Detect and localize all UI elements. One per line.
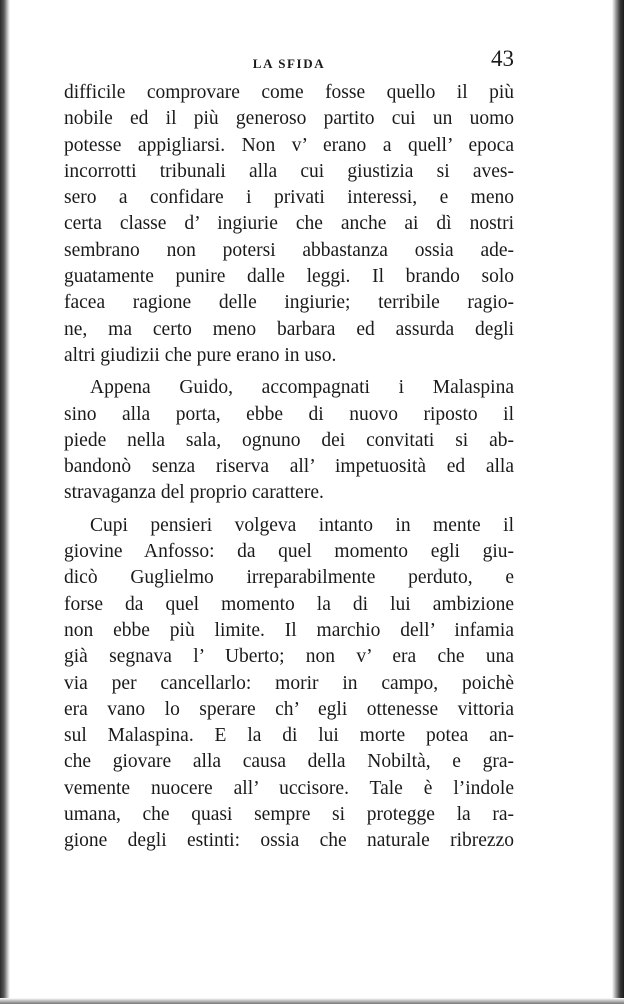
book-page [64,46,514,855]
paragraph-end-line: altri giudizii che pure erano in uso. [64,344,337,366]
text-line: non ebbe più limite. Il marchio dell’ infamia [64,619,514,641]
text-line: nobile ed il più generoso partito cui un uomo [64,108,514,130]
text-line: giovine Anfosso: da quel momento egli giu- [64,541,514,563]
text-line: forse da quel momento la di lui ambizione [64,593,514,615]
text-line: sino alla porta, ebbe di nuovo riposto il [64,403,514,425]
text-line: era vano lo sperare ch’ egli ottenesse vittoria [64,698,514,720]
page-number: 43 [491,46,514,71]
text-line: umana, che quasi sempre si protegge la ra- [64,804,514,826]
text-line: ne, ma certo meno barbara ed assurda degli [64,318,514,340]
text-line: certa classe d’ ingiurie che anche ai dì nostri [64,213,514,235]
paragraph-end-line: stravaganza del proprio carattere. [64,482,324,504]
page-right-edge [612,0,624,1004]
page-left-edge [0,0,10,1004]
text-line: incorrotti tribunali alla cui giustizia si aves- [64,160,514,182]
running-head [64,46,514,76]
text-line: vemente nuocere all’ uccisore. Tale è l’indole [64,777,514,799]
text-line: già segnava l’ Uberto; non v’ era che una [64,646,514,668]
text-line: guatamente punire dalle leggi. Il brando solo [64,266,514,288]
text-line: che giovare alla causa della Nobiltà, e gra- [64,751,514,773]
text-line: via per cancellarlo: morir in campo, poichè [64,672,514,694]
paragraph-start-line: Cupi pensieri volgeva intanto in mente il [90,514,514,536]
text-line: sul Malaspina. E la di lui morte potea an- [64,725,514,747]
page-bottom-edge [0,998,624,1004]
text-line: facea ragione delle ingiurie; terribile ragio- [64,292,514,314]
text-line: sero a confidare i privati interessi, e meno [64,187,514,209]
paragraph-start-line: Appena Guido, accompagnati i Malaspina [90,377,514,399]
text-line: bandonò senza riserva all’ impetuosità ed alla [64,456,514,478]
text-line: dicò Guglielmo irreparabilmente perduto, e [64,567,514,589]
text-line: piede nella sala, ognuno dei convitati si ab- [64,429,514,451]
text-line: gione degli estinti: ossia che naturale ribrezzo [64,830,514,852]
text-line: difficile comprovare come fosse quello il più [64,82,514,103]
running-title: LA SFIDA [252,56,326,71]
body-text [64,80,514,855]
text-line: sembrano non potersi abbastanza ossia ade- [64,239,514,261]
text-line: potesse appigliarsi. Non v’ erano a quell’ epoca [64,134,514,156]
